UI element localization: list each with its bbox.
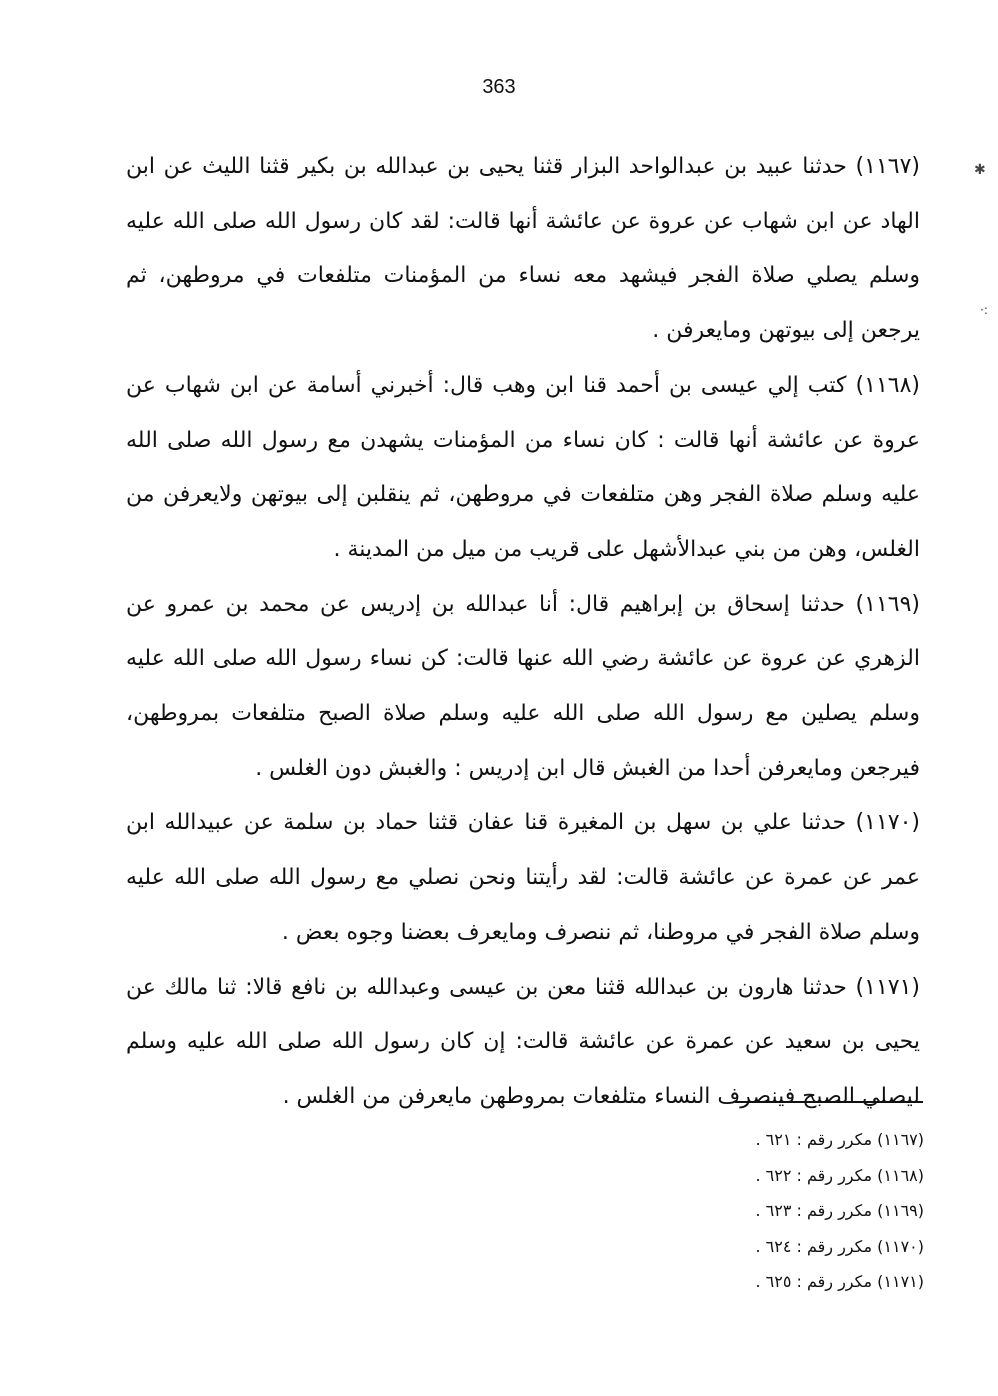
hadith-1170: (١١٧٠) حدثنا علي بن سهل بن المغيرة قنا عفان قثنا حماد بن سلمة عن عبيدالله ابن عمر عن عمرة عن عائشة قالت: لقد رأيتنا ونحن نصلي مع رسول الله صلى الله عليه وسلم صلاة الفجر في مروطنا، ثم ننصرف ومايعرف بعضنا وجوه بعض . [126,810,920,945]
footnote-1167: (١١٦٧) مكرر رقم : ٦٢١ . [755,1130,924,1149]
footnote-divider [735,1101,923,1103]
hadith-1169: (١١٦٩) حدثنا إسحاق بن إبراهيم قال: أنا عبدالله بن إدريس عن محمد بن عمرو عن الزهري عن عروة عن عائشة رضي الله عنها قالت: كن نساء رسول الله صلى الله عليه وسلم يصلين مع رسول الله صلى الله عليه وسلم صلاة الصبح متلفعات بمروطهن، فيرجعن ومايعرفن أحدا من الغبش قال ابن إدريس : والغبش دون الغلس . [126,591,920,781]
footnote-1170: (١١٧٠) مكرر رقم : ٦٢٤ . [755,1236,924,1256]
hadith-1167: (١١٦٧) حدثنا عبيد بن عبدالواحد البزار قثنا يحيى بن عبدالله بن بكير قثنا الليث عن ابن الهاد عن ابن شهاب عن عروة عن عائشة أنها قالت: لقد كان رسول الله صلى الله عليه وسلم يصلي صلاة الفجر فيشهد معه نساء من المؤمنات متلفعات في مروطهن، ثم يرجعن إلى بيوتهن ومايعرفن . [126,154,920,344]
footnotes [600,1122,924,1300]
footnote-1171: (١١٧١) مكرر رقم : ٦٢٥ . [755,1272,924,1291]
main-text [126,140,920,1125]
margin-mark: ✱ [974,162,986,178]
page-number: 363 [482,76,516,98]
footnote-1168: (١١٦٨) مكرر رقم : ٦٢٢ . [755,1165,924,1185]
hadith-1171: (١١٧١) حدثنا هارون بن عبدالله قثنا معن بن عيسى وعبدالله بن نافع قالا: ثنا مالك عن يحيى بن سعيد عن عمرة عن عائشة قالت: إن كان رسول الله صلى الله عليه وسلم ليصلي الصبح فينصرف النساء متلفعات بمروطهن مايعرفن من الغلس . [126,974,920,1109]
footnote-1169: (١١٦٩) مكرر رقم : ٦٢٣ . [755,1201,924,1220]
margin-mark: ·: [980,303,988,317]
hadith-1168: (١١٦٨) كتب إلي عيسى بن أحمد قنا ابن وهب قال: أخبرني أسامة عن ابن شهاب عن عروة عن عائشة أنها قالت : كان نساء من المؤمنات يشهدن مع رسول الله صلى الله عليه وسلم صلاة الفجر وهن متلفعات في مروطهن، ثم ينقلبن إلى بيوتهن ولايعرفن من الغلس، وهن من بني عبدالأشهل على قريب من ميل من المدينة . [126,372,920,562]
